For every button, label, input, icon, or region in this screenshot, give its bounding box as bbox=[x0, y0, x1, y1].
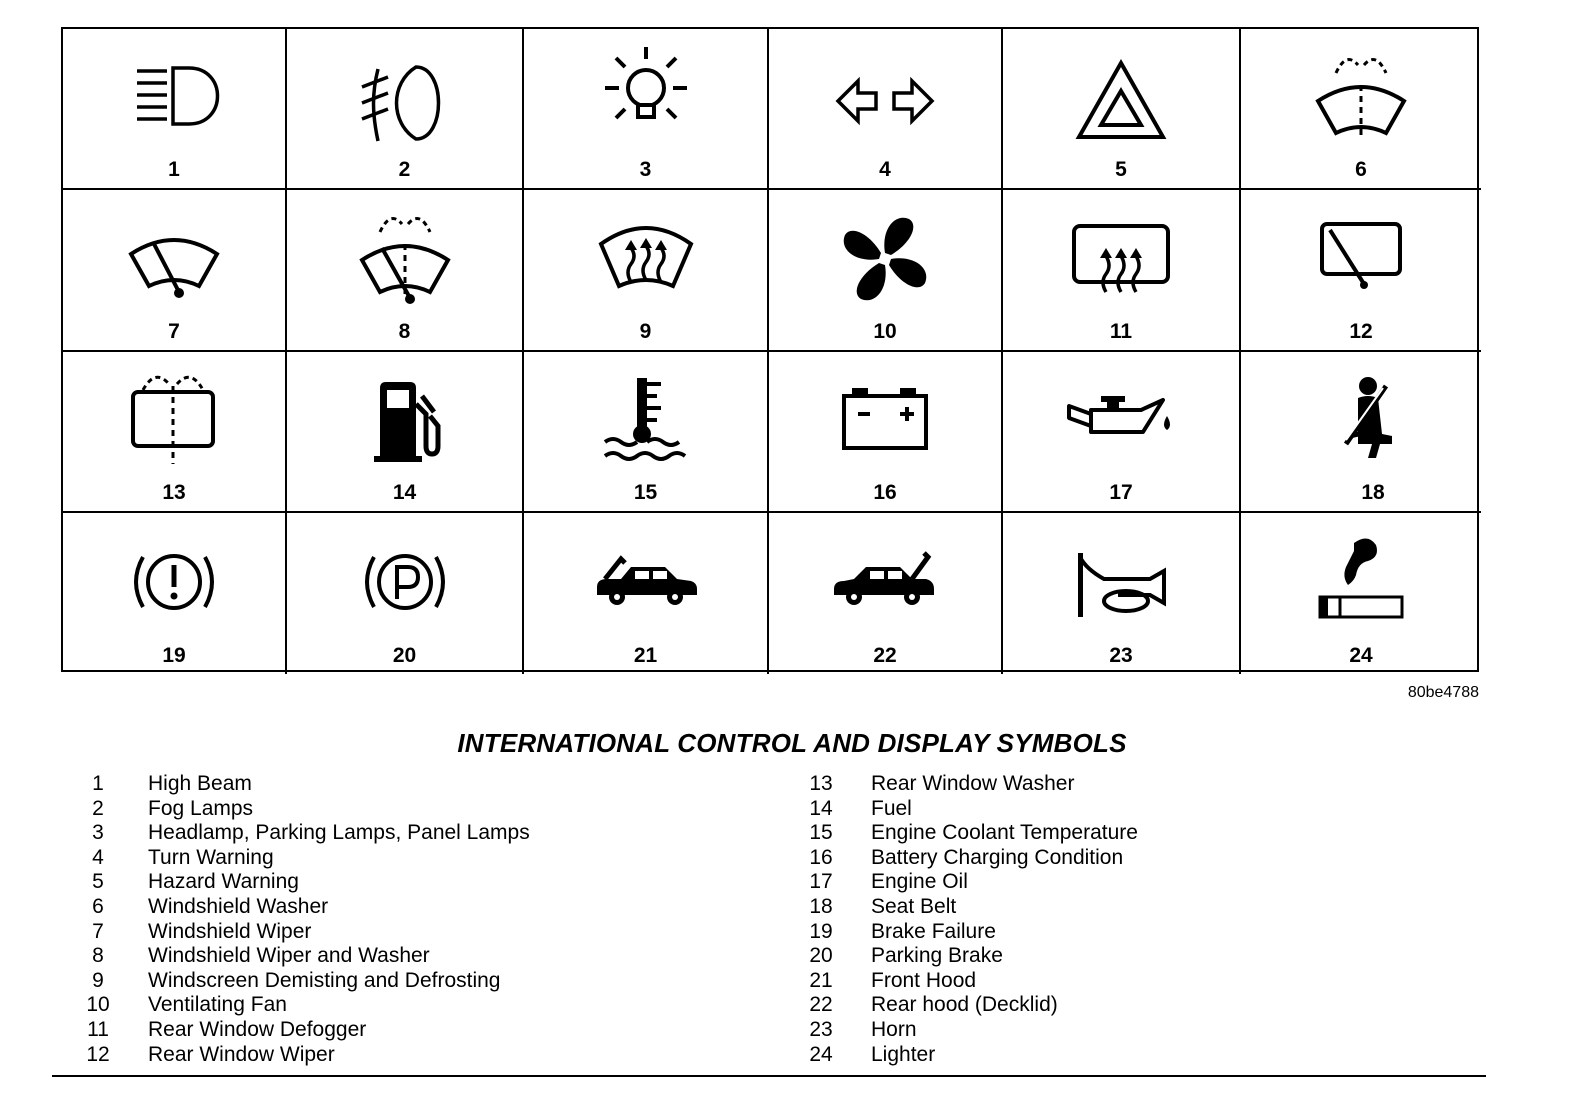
ventilating-fan-icon bbox=[830, 204, 940, 314]
symbol-number: 19 bbox=[162, 644, 186, 667]
legend-number: 2 bbox=[92, 796, 104, 820]
legend-label: Rear Window Defogger bbox=[148, 1017, 367, 1041]
legend-label: Engine Coolant Temperature bbox=[871, 821, 1138, 845]
legend-label: Rear hood (Decklid) bbox=[871, 993, 1058, 1017]
legend-label: Windshield Wiper bbox=[148, 919, 312, 943]
symbol-cell bbox=[524, 352, 769, 513]
symbol-cell bbox=[1241, 29, 1481, 190]
symbol-grid bbox=[61, 27, 1479, 672]
legend-left bbox=[78, 772, 530, 1067]
legend-row bbox=[801, 870, 1138, 895]
symbol-cell bbox=[63, 190, 287, 352]
legend-label: Turn Warning bbox=[148, 845, 274, 869]
legend-label: Windscreen Demisting and Defrosting bbox=[148, 968, 501, 992]
turn-warning-icon bbox=[830, 43, 940, 153]
symbol-cell bbox=[287, 29, 524, 190]
legend-label: Headlamp, Parking Lamps, Panel Lamps bbox=[148, 821, 530, 845]
legend-number: 3 bbox=[92, 821, 104, 845]
windshield-wiper-washer-icon bbox=[350, 204, 460, 314]
legend-row bbox=[78, 821, 530, 846]
symbol-cell bbox=[524, 190, 769, 352]
legend-row bbox=[78, 870, 530, 895]
legend-number: 7 bbox=[92, 919, 104, 943]
horn-icon bbox=[1066, 527, 1176, 637]
symbol-cell bbox=[287, 190, 524, 352]
legend-row bbox=[78, 969, 530, 994]
legend-number: 14 bbox=[809, 796, 833, 820]
legend-number: 21 bbox=[809, 968, 833, 992]
symbol-number: 7 bbox=[168, 320, 180, 343]
legend-row bbox=[78, 920, 530, 945]
bottom-rule bbox=[52, 1075, 1486, 1077]
legend-number: 8 bbox=[92, 944, 104, 968]
hazard-warning-icon bbox=[1066, 43, 1176, 153]
legend-number: 18 bbox=[809, 894, 833, 918]
legend-number: 17 bbox=[809, 870, 833, 894]
symbol-number: 23 bbox=[1109, 644, 1133, 667]
parking-brake-icon bbox=[350, 527, 460, 637]
legend-row bbox=[78, 895, 530, 920]
rear-window-wiper-icon bbox=[1306, 204, 1416, 314]
legend-row bbox=[801, 1018, 1138, 1043]
symbol-cell bbox=[524, 29, 769, 190]
legend-row bbox=[801, 797, 1138, 822]
legend-number: 10 bbox=[86, 993, 110, 1017]
rear-hood-icon bbox=[830, 527, 940, 637]
legend-number: 4 bbox=[92, 845, 104, 869]
legend-label: Rear Window Wiper bbox=[148, 1042, 335, 1066]
symbol-number: 11 bbox=[1109, 320, 1133, 343]
legend-label: Ventilating Fan bbox=[148, 993, 287, 1017]
legend-row bbox=[801, 846, 1138, 871]
legend-row bbox=[78, 944, 530, 969]
legend-label: Battery Charging Condition bbox=[871, 845, 1124, 869]
legend-number: 23 bbox=[809, 1017, 833, 1041]
engine-oil-icon bbox=[1061, 366, 1181, 476]
symbol-number: 9 bbox=[639, 320, 652, 343]
symbol-number: 16 bbox=[873, 481, 897, 504]
symbol-number: 21 bbox=[633, 644, 658, 667]
legend-label: Front Hood bbox=[871, 968, 977, 992]
legend-row bbox=[801, 772, 1138, 797]
legend-row bbox=[801, 920, 1138, 945]
fog-lamps-icon bbox=[350, 43, 460, 153]
symbol-cell bbox=[1241, 352, 1481, 513]
legend-row bbox=[78, 1018, 530, 1043]
legend-number: 5 bbox=[92, 870, 104, 894]
symbol-cell bbox=[63, 352, 287, 513]
rear-window-washer-icon bbox=[119, 366, 229, 476]
legend-label: Horn bbox=[871, 1017, 917, 1041]
symbol-number: 8 bbox=[398, 320, 411, 343]
symbol-cell bbox=[769, 513, 1003, 674]
symbol-cell bbox=[63, 513, 287, 674]
symbol-number: 2 bbox=[398, 158, 411, 181]
legend-right bbox=[801, 772, 1138, 1067]
legend-row bbox=[801, 993, 1138, 1018]
legend-number: 6 bbox=[92, 894, 104, 918]
lighter-icon bbox=[1306, 527, 1416, 637]
legend-label: Hazard Warning bbox=[148, 870, 299, 894]
legend-row bbox=[801, 944, 1138, 969]
symbol-cell bbox=[1003, 29, 1241, 190]
legend-row bbox=[78, 993, 530, 1018]
symbol-number: 5 bbox=[1115, 158, 1127, 181]
symbol-number: 6 bbox=[1355, 158, 1367, 181]
legend-row bbox=[801, 821, 1138, 846]
windscreen-defrost-icon bbox=[591, 204, 701, 314]
symbol-number: 4 bbox=[879, 158, 891, 181]
legend-number: 20 bbox=[809, 944, 833, 968]
legend-row bbox=[78, 1043, 530, 1068]
symbol-cell bbox=[1003, 190, 1241, 352]
legend-label: Parking Brake bbox=[871, 944, 1003, 968]
legend-label: Fuel bbox=[871, 796, 912, 820]
legend-number: 15 bbox=[809, 821, 833, 845]
front-hood-icon bbox=[591, 527, 701, 637]
legend-number: 1 bbox=[92, 772, 104, 795]
symbol-cell bbox=[524, 513, 769, 674]
page-title: INTERNATIONAL CONTROL AND DISPLAY SYMBOLS bbox=[457, 728, 1127, 758]
legend-number: 24 bbox=[809, 1042, 833, 1066]
legend-row bbox=[78, 846, 530, 871]
symbol-cell bbox=[63, 29, 287, 190]
symbol-number: 1 bbox=[168, 158, 180, 181]
legend-row bbox=[801, 895, 1138, 920]
legend-label: Seat Belt bbox=[871, 894, 957, 918]
legend-row bbox=[801, 1043, 1138, 1068]
symbol-cell bbox=[1241, 190, 1481, 352]
symbol-cell bbox=[1003, 352, 1241, 513]
legend-number: 9 bbox=[92, 968, 104, 992]
engine-coolant-temperature-icon bbox=[591, 366, 701, 476]
legend-number: 13 bbox=[809, 772, 833, 795]
legend-label: Engine Oil bbox=[871, 870, 968, 894]
fuel-icon bbox=[350, 366, 460, 476]
symbol-number: 24 bbox=[1349, 644, 1373, 667]
brake-failure-icon bbox=[119, 527, 229, 637]
legend-number: 12 bbox=[86, 1042, 110, 1066]
symbol-cell bbox=[287, 352, 524, 513]
symbol-number: 13 bbox=[162, 481, 186, 504]
symbol-number: 18 bbox=[1361, 481, 1385, 504]
symbol-cell bbox=[769, 352, 1003, 513]
legend-label: Brake Failure bbox=[871, 919, 996, 943]
symbol-number: 17 bbox=[1109, 481, 1133, 504]
symbol-number: 3 bbox=[639, 158, 652, 181]
legend-label: High Beam bbox=[148, 772, 252, 795]
legend-label: Windshield Wiper and Washer bbox=[148, 944, 430, 968]
legend-row bbox=[801, 969, 1138, 994]
legend-number: 16 bbox=[809, 845, 833, 869]
symbol-cell bbox=[287, 513, 524, 674]
figure-code: 80be4788 bbox=[1407, 684, 1479, 701]
windshield-washer-icon bbox=[1306, 43, 1416, 153]
symbol-number: 20 bbox=[392, 644, 417, 667]
symbol-cell bbox=[769, 29, 1003, 190]
symbol-number: 10 bbox=[873, 320, 897, 343]
symbol-cell bbox=[769, 190, 1003, 352]
battery-icon bbox=[830, 366, 940, 476]
windshield-wiper-icon bbox=[119, 204, 229, 314]
headlamp-parking-lamps-icon bbox=[591, 43, 701, 153]
symbol-number: 12 bbox=[1349, 320, 1373, 343]
symbol-number: 14 bbox=[392, 481, 417, 504]
symbol-number: 15 bbox=[633, 481, 658, 504]
symbol-number: 22 bbox=[873, 644, 897, 667]
legend-label: Fog Lamps bbox=[148, 796, 254, 820]
rear-window-defogger-icon bbox=[1066, 204, 1176, 314]
legend-number: 19 bbox=[809, 919, 833, 943]
legend-number: 11 bbox=[87, 1017, 109, 1041]
seat-belt-icon bbox=[1320, 366, 1430, 476]
legend-label: Lighter bbox=[871, 1042, 936, 1066]
legend-label: Rear Window Washer bbox=[871, 772, 1075, 795]
legend-row bbox=[78, 797, 530, 822]
legend-label: Windshield Washer bbox=[148, 894, 329, 918]
legend-number: 22 bbox=[809, 993, 833, 1017]
legend-row bbox=[78, 772, 530, 797]
symbol-cell bbox=[1241, 513, 1481, 674]
high-beam-icon bbox=[119, 43, 229, 153]
symbol-cell bbox=[1003, 513, 1241, 674]
